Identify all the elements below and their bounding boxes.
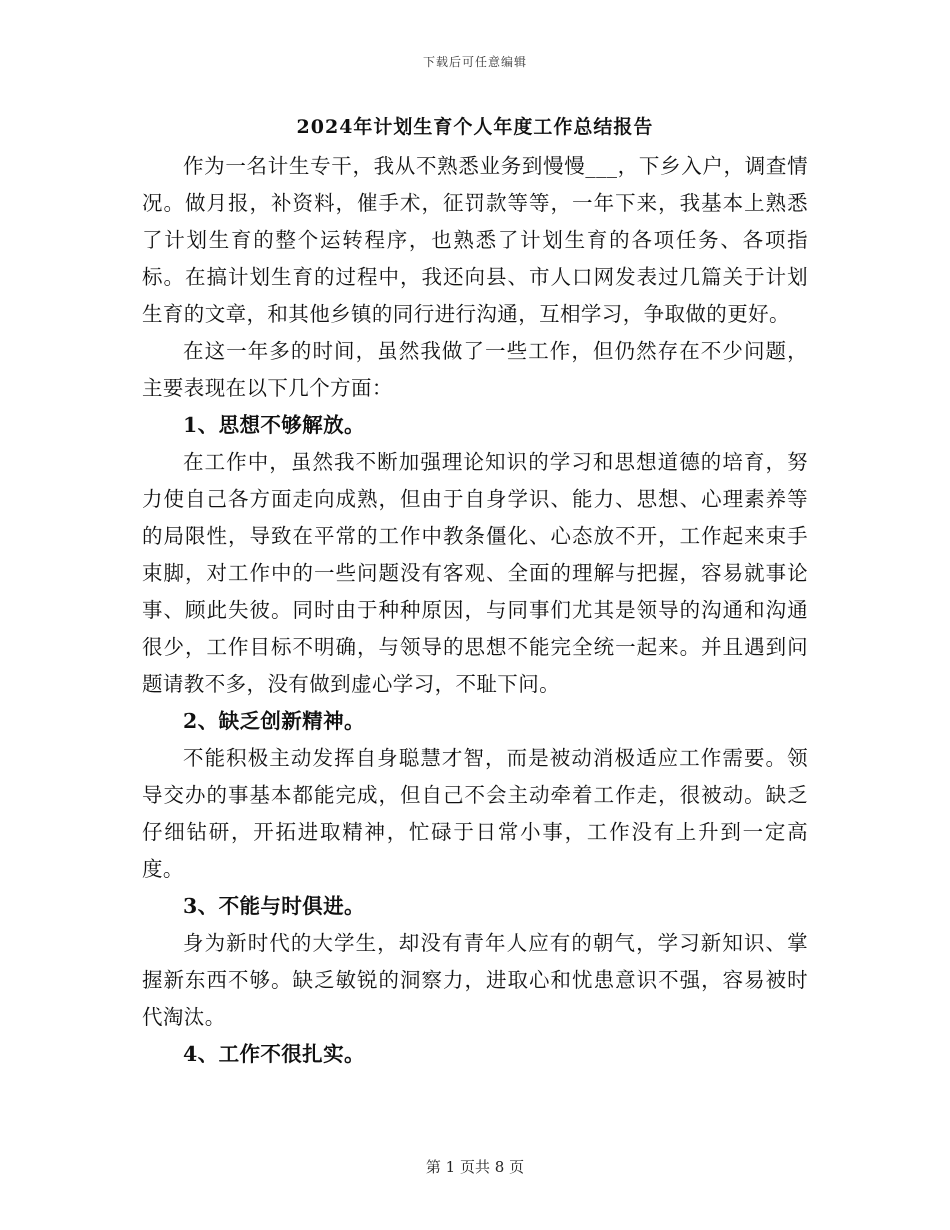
- paragraph-section-3: 身为新时代的大学生，却没有青年人应有的朝气，学习新知识、掌握新东西不够。缺乏敏锐的洞察力，进取心和忧患意识不强，容易被时代淘汰。: [142, 931, 808, 1029]
- document-title: 2024年计划生育个人年度工作总结报告: [296, 116, 654, 138]
- section-heading-2: 2、缺乏创新精神。: [183, 709, 365, 733]
- paragraph-section-1: 在工作中，虽然我不断加强理论知识的学习和思想道德的培育，努力使自己各方面走向成熟，但由于自身学识、能力、思想、心理素养等的局限性，导致在平常的工作中教条僵化、心态放不开，工作起来束手束脚，对工作中的一些问题没有客观、全面的理解与把握，容易就事论事、顾此失彼。同时由于种种原因，与同事们尤其是领导的沟通和沟通很少，工作目标不明确，与领导的思想不能完全统一起来。并且遇到问题请教不多，没有做到虚心学习，不耻下问。: [142, 450, 808, 696]
- section-heading-4: 4、工作不很扎实。: [183, 1042, 365, 1066]
- paragraph-section-2: 不能积极主动发挥自身聪慧才智，而是被动消极适应工作需要。领导交办的事基本都能完成，但自己不会主动牵着工作走，很被动。缺乏仔细钻研，开拓进取精神，忙碌于日常小事，工作没有上升到一定高度。: [142, 746, 808, 881]
- document-body: [142, 112, 808, 1073]
- section-heading-3: 3、不能与时俱进。: [183, 894, 365, 918]
- paragraph-intro: 作为一名计生专干，我从不熟悉业务到慢慢___，下乡入户，调查情况。做月报，补资料，催手术，征罚款等等，一年下来，我基本上熟悉了计划生育的整个运转程序，也熟悉了计划生育的各项任务、各项指标。在搞计划生育的过程中，我还向县、市人口网发表过几篇关于计划生育的文章，和其他乡镇的同行进行沟通，互相学习，争取做的更好。: [142, 154, 808, 326]
- page-header-note: 下载后可任意编辑: [422, 55, 527, 69]
- paragraph-problems-intro: 在这一年多的时间，虽然我做了一些工作，但仍然存在不少问题，主要表现在以下几个方面：: [142, 339, 808, 400]
- page-number: 第 1 页共 8 页: [425, 1158, 525, 1176]
- section-heading-1: 1、思想不够解放。: [183, 413, 365, 437]
